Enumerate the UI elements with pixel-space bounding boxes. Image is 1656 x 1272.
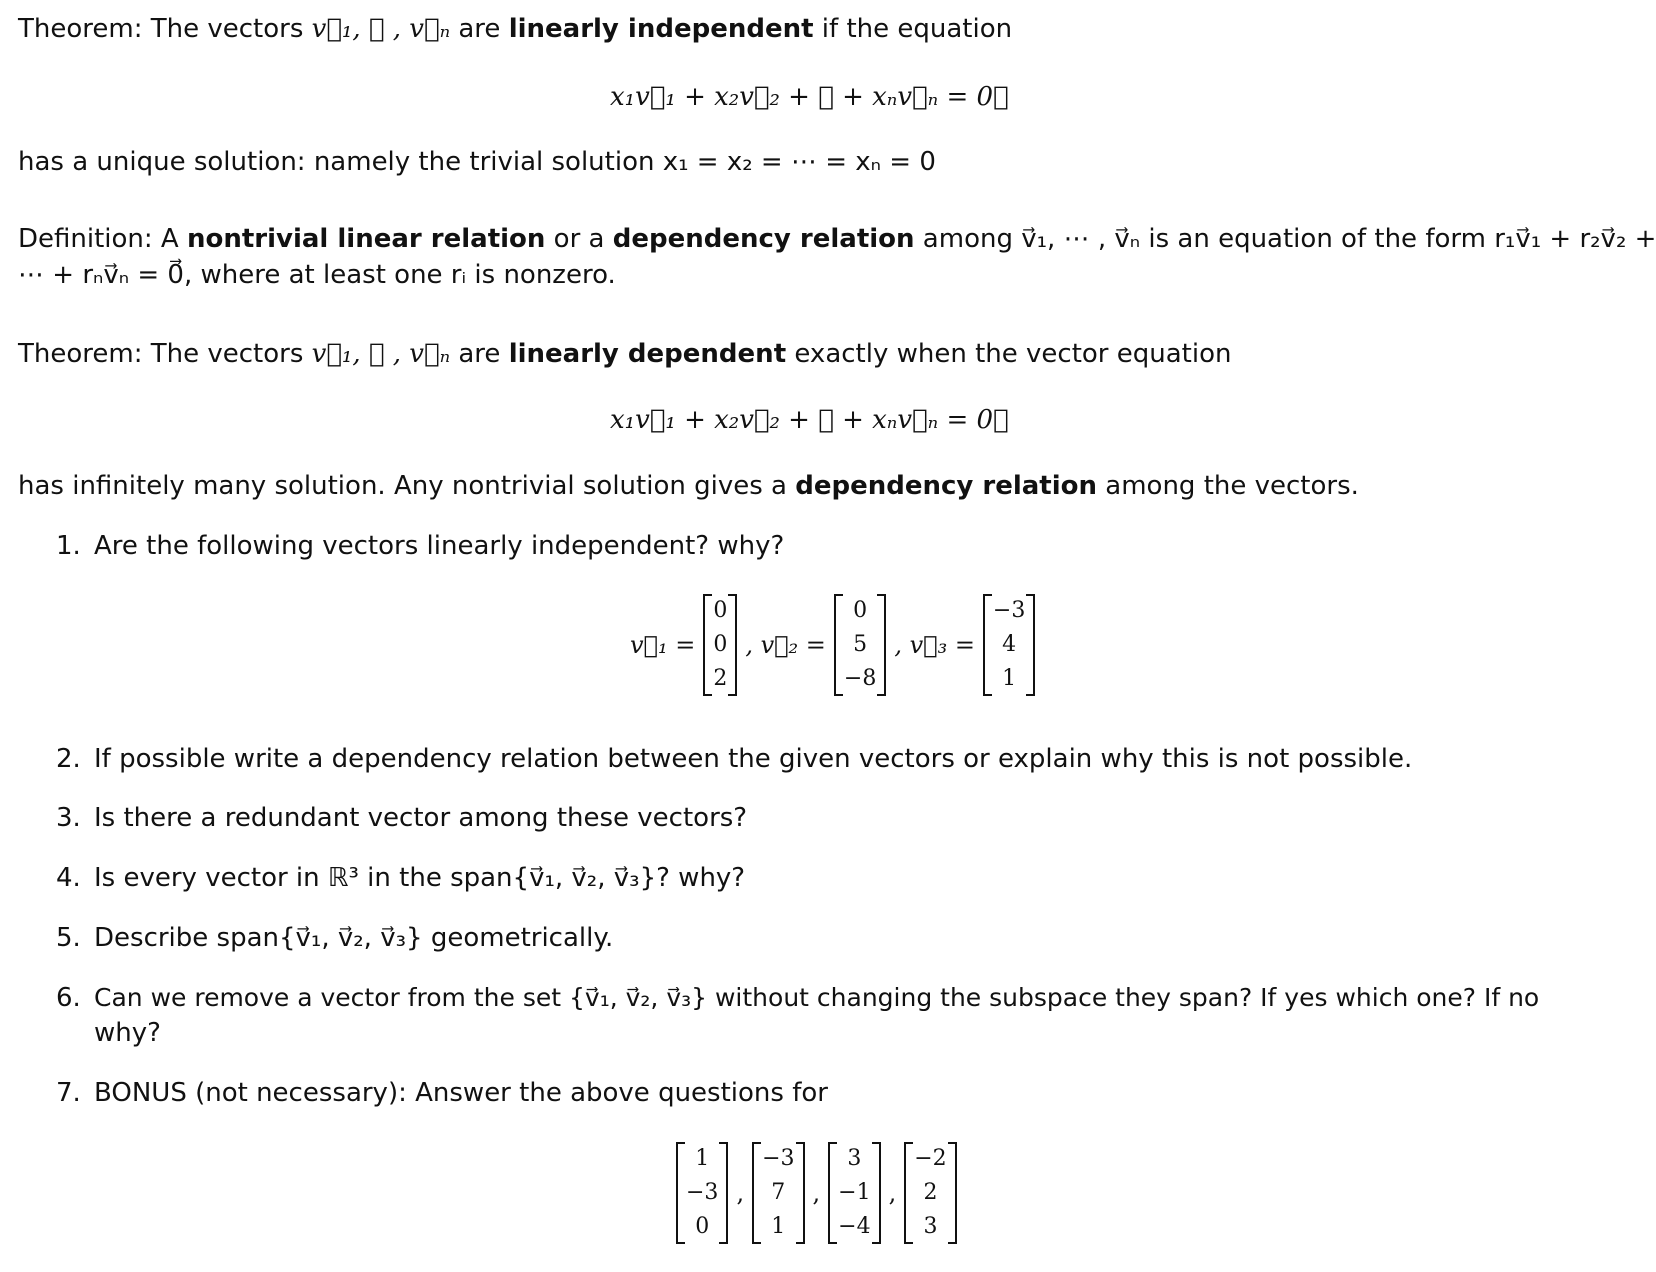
question-6 — [56, 981, 1539, 1015]
bonus-comma: , — [888, 1179, 897, 1207]
theorem2-conclusion-lead: has infinitely many solution. Any nontrivial solution gives a — [18, 471, 796, 501]
question-text: Is there a redundant vector among these vectors? — [94, 803, 748, 833]
bonus-comma: , — [736, 1179, 745, 1207]
v3-matrix — [983, 594, 1035, 696]
bonus-entry: −3 — [686, 1180, 719, 1205]
definition-term2: dependency relation — [612, 224, 915, 254]
q1-vector-row — [626, 594, 1039, 696]
theorem2-conclusion-tail: among the vectors. — [1097, 471, 1359, 501]
equation1: x₁v⃗₁ + x₂v⃗₂ + ⋯ + xₙv⃗ₙ = 0⃗ — [610, 82, 1009, 112]
question-number: 1. — [56, 531, 81, 561]
bonus-entry: 1 — [695, 1146, 710, 1171]
question-2 — [56, 742, 1412, 776]
question-text: Describe span{v⃗₁, v⃗₂, v⃗₃} geometrically. — [94, 923, 614, 953]
theorem2-mid: are — [450, 339, 509, 369]
question-text: BONUS (not necessary): Answer the above questions for — [94, 1078, 828, 1108]
theorem2-conclusion-term: dependency relation — [795, 471, 1098, 501]
question-number: 4. — [56, 863, 81, 893]
question-text: If possible write a dependency relation between the given vectors or explain why this is not possible. — [94, 744, 1413, 774]
definition-lead: Definition: A — [18, 224, 187, 254]
v3-entry: 1 — [1002, 666, 1017, 691]
question-text: Is every vector in ℝ³ in the span{v⃗₁, v⃗₂, v⃗₃}? why? — [94, 863, 746, 893]
question-1 — [56, 529, 784, 563]
bonus-entry: −4 — [838, 1214, 871, 1239]
bonus-entry: 7 — [771, 1180, 786, 1205]
v3-label: , v⃗₃ = — [894, 631, 975, 659]
theorem2-conclusion — [18, 469, 1359, 503]
v1-entry: 0 — [713, 598, 728, 623]
theorem2-tail: exactly when the vector equation — [786, 339, 1232, 369]
definition-line2: ⋯ + rₙv⃗ₙ = 0⃗, where at least one rᵢ is nonzero. — [18, 260, 616, 290]
bonus-matrix-2 — [752, 1142, 804, 1244]
definition-mid: or a — [545, 224, 613, 254]
bonus-entry: 1 — [771, 1214, 786, 1239]
v2-entry: 0 — [853, 598, 868, 623]
bonus-matrix-1 — [676, 1142, 728, 1244]
bonus-entry: −2 — [914, 1146, 947, 1171]
definition-tail: among v⃗₁, ⋯ , v⃗ₙ is an equation of the form r₁v⃗₁ + r₂v⃗₂ + — [914, 224, 1656, 254]
bonus-matrix-3 — [828, 1142, 880, 1244]
question-number: 7. — [56, 1078, 81, 1108]
theorem2-statement — [18, 337, 1231, 371]
bonus-entry: 2 — [923, 1180, 938, 1205]
theorem2-term: linearly dependent — [508, 339, 787, 369]
v1-matrix — [703, 594, 737, 696]
theorem1-statement — [18, 12, 1012, 46]
bonus-entry: 0 — [695, 1214, 710, 1239]
v2-label: , v⃗₂ = — [745, 631, 826, 659]
theorem2-lead: Theorem: The vectors — [18, 339, 312, 369]
v2-entry: −8 — [843, 666, 877, 691]
theorem2-vectors: v⃗₁, ⋯ , v⃗ₙ — [311, 339, 451, 369]
definition-line1 — [18, 222, 1656, 256]
v2-matrix — [834, 594, 886, 696]
v3-entry: 4 — [1002, 632, 1017, 657]
bonus-entry: 3 — [847, 1146, 862, 1171]
bonus-vector-row — [672, 1142, 961, 1244]
question-number: 2. — [56, 744, 81, 774]
bonus-entry: −1 — [838, 1180, 871, 1205]
question-3 — [56, 801, 747, 835]
question-number: 3. — [56, 803, 81, 833]
bonus-matrix-4 — [904, 1142, 956, 1244]
theorem1-lead: Theorem: The vectors — [18, 14, 312, 44]
theorem1-term: linearly independent — [508, 14, 814, 44]
v1-entry: 0 — [713, 632, 728, 657]
equation2: x₁v⃗₁ + x₂v⃗₂ + ⋯ + xₙv⃗ₙ = 0⃗ — [610, 405, 1009, 435]
question-5 — [56, 921, 613, 955]
question-6-continued: why? — [94, 1018, 161, 1048]
v1-entry: 2 — [713, 666, 728, 691]
theorem1-tail: if the equation — [813, 14, 1013, 44]
theorem1-mid: are — [450, 14, 509, 44]
bonus-comma: , — [812, 1179, 821, 1207]
bonus-entry: −3 — [762, 1146, 795, 1171]
question-number: 6. — [56, 983, 81, 1013]
definition-term1: nontrivial linear relation — [186, 224, 546, 254]
bonus-entry: 3 — [923, 1214, 938, 1239]
v2-entry: 5 — [853, 632, 868, 657]
question-text: Are the following vectors linearly independent? why? — [94, 531, 785, 561]
v1-label: v⃗₁ = — [630, 631, 696, 659]
question-number: 5. — [56, 923, 81, 953]
question-7 — [56, 1076, 828, 1110]
question-4 — [56, 861, 745, 895]
theorem1-vectors: v⃗₁, ⋯ , v⃗ₙ — [311, 14, 451, 44]
theorem1-conclusion: has a unique solution: namely the trivial solution x₁ = x₂ = ⋯ = xₙ = 0 — [18, 147, 936, 177]
question-text: Can we remove a vector from the set {v⃗₁, v⃗₂, v⃗₃} without changing the subspace they span? If yes which one? If no — [94, 983, 1540, 1012]
v3-entry: −3 — [992, 598, 1026, 623]
